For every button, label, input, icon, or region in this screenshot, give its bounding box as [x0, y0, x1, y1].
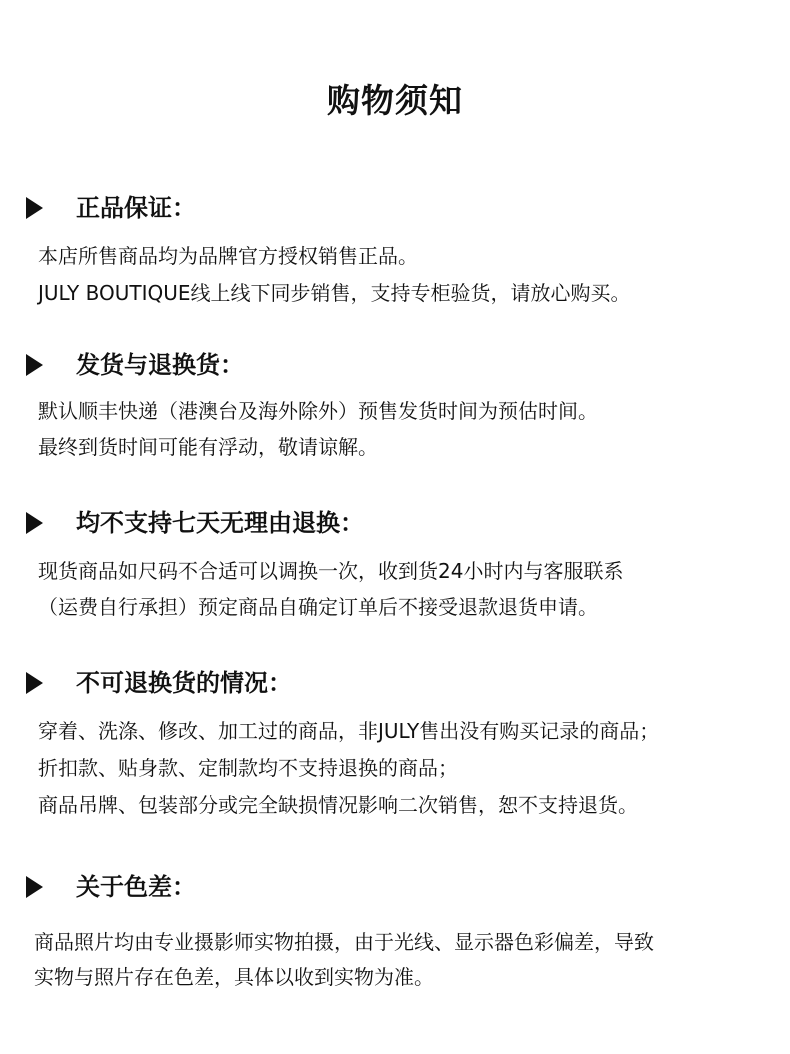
body-line: 现货商品如尺码不合适可以调换一次，收到货24小时内与客服联系 — [38, 559, 624, 583]
body-line: 本店所售商品均为品牌官方授权销售正品。 — [38, 244, 418, 268]
body-line: 折扣款、贴身款、定制款均不支持退换的商品； — [38, 756, 458, 780]
body-line: 穿着、洗涤、修改、加工过的商品，非JULY售出没有购买记录的商品； — [38, 719, 660, 743]
body-line: JULY BOUTIQUE线上线下同步销售，支持专柜验货，请放心购买。 — [38, 281, 631, 305]
body-line: 实物与照片存在色差，具体以收到实物为准。 — [34, 965, 434, 989]
heading-text: 正品保证： — [76, 194, 196, 222]
body-line: （运费自行承担）预定商品自确定订单后不接受退款退货申请。 — [38, 595, 598, 619]
body-line: 最终到货时间可能有浮动，敬请谅解。 — [38, 435, 378, 459]
section-heading-authenticity — [26, 191, 196, 225]
heading-text: 关于色差： — [76, 873, 196, 901]
heading-text: 不可退换货的情况： — [76, 669, 292, 697]
heading-text: 发货与退换货： — [76, 351, 244, 379]
play-triangle-icon — [26, 876, 43, 898]
heading-text: 均不支持七天无理由退换： — [76, 509, 364, 537]
play-triangle-icon — [26, 197, 43, 219]
body-line: 商品照片均由专业摄影师实物拍摄，由于光线、显示器色彩偏差，导致 — [34, 930, 654, 954]
section-heading-shipping-returns — [26, 348, 244, 382]
play-triangle-icon — [26, 672, 43, 694]
body-line: 默认顺丰快递（港澳台及海外除外）预售发货时间为预估时间。 — [38, 399, 598, 423]
play-triangle-icon — [26, 512, 43, 534]
page-title: 购物须知 — [327, 81, 463, 120]
play-triangle-icon — [26, 354, 43, 376]
body-line: 商品吊牌、包装部分或完全缺损情况影响二次销售，恕不支持退货。 — [38, 793, 638, 817]
section-heading-non-returnable — [26, 666, 292, 700]
section-heading-color-difference — [26, 870, 196, 904]
section-heading-no-seven-day-return — [26, 506, 364, 540]
